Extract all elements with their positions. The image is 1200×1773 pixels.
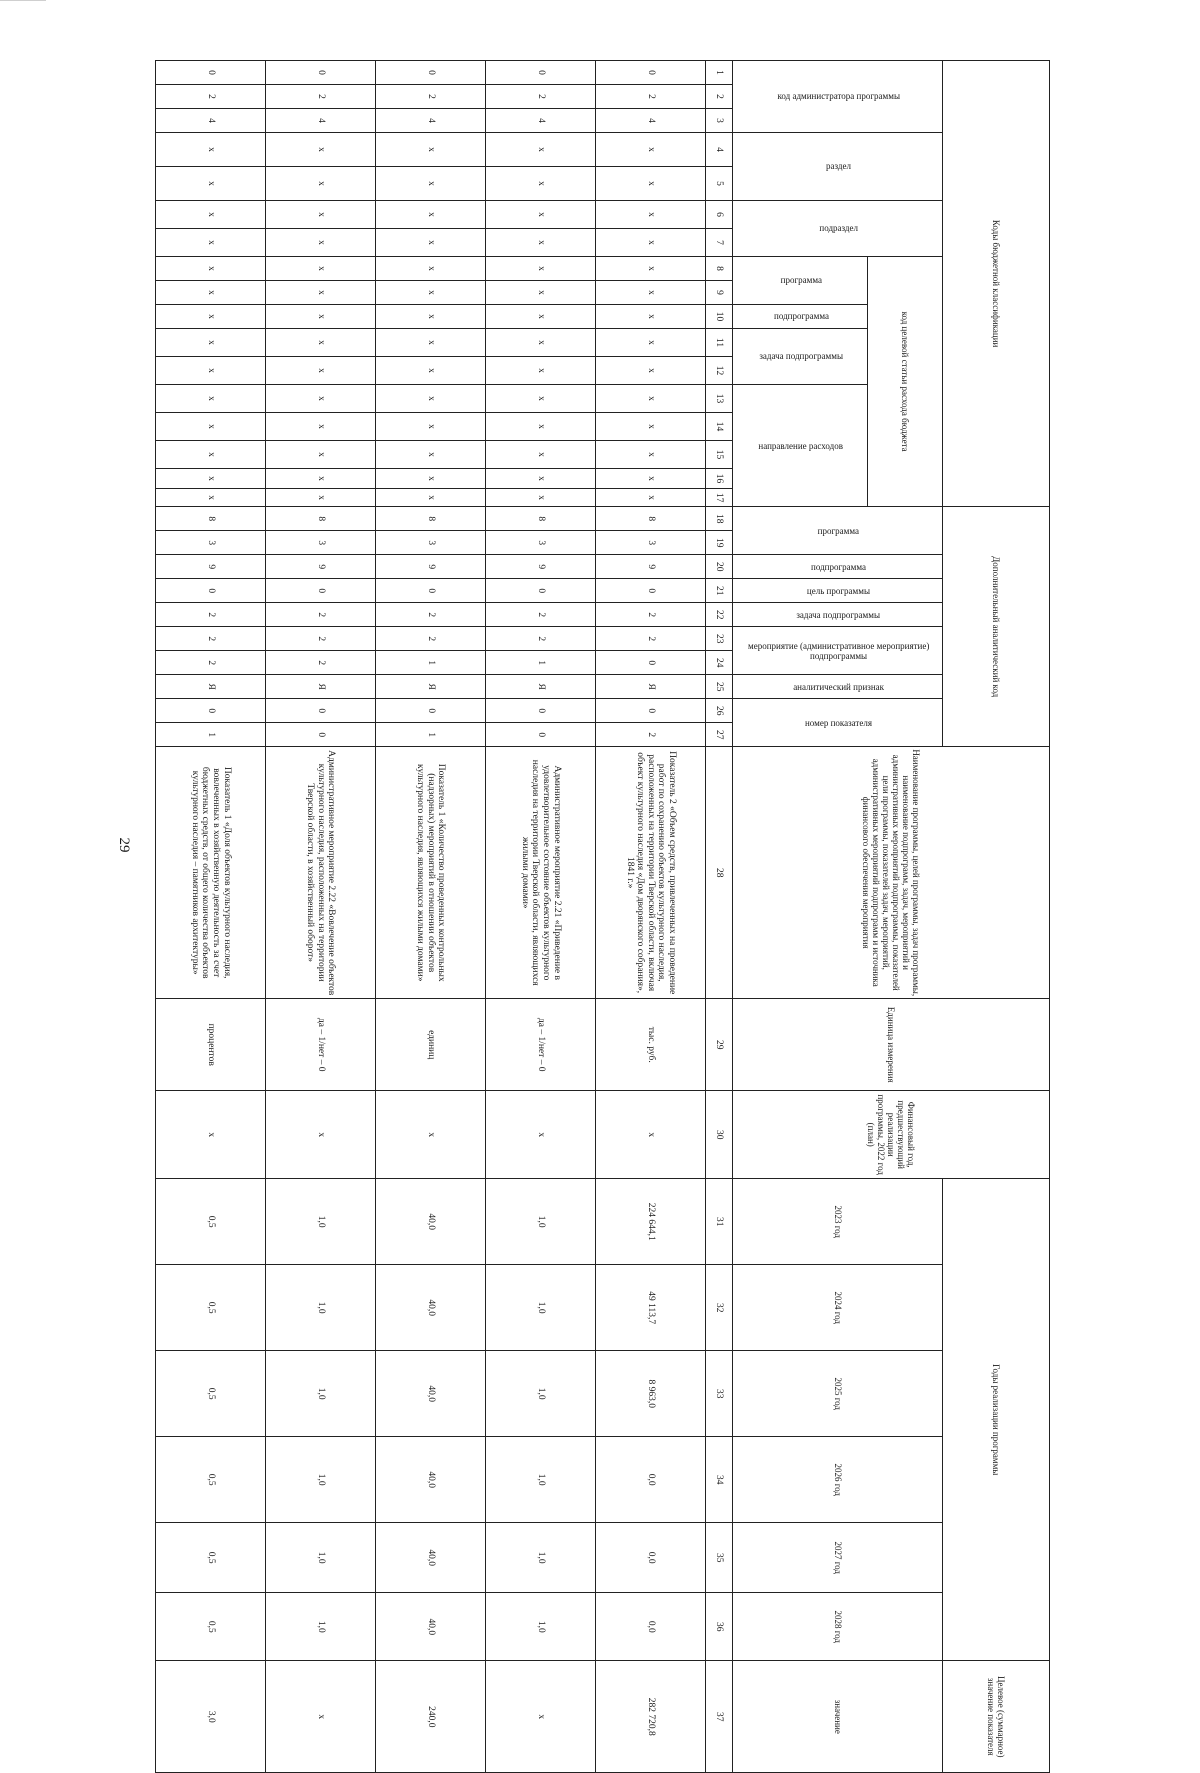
column-number: 8: [706, 257, 733, 281]
code-cell: 2: [486, 603, 596, 627]
year-value-cell: 1,0: [266, 1523, 376, 1593]
code-cell: Я: [156, 675, 266, 699]
year-value-cell: 40,0: [376, 1523, 486, 1593]
target-value-cell: 3,0: [156, 1661, 266, 1773]
column-number-row: [706, 61, 733, 1773]
target-value-cell: x: [266, 1661, 376, 1773]
code-cell: x: [376, 357, 486, 385]
code-cell: x: [156, 357, 266, 385]
code-cell: x: [376, 257, 486, 281]
add-subprogram-header: подпрограмма: [733, 555, 943, 579]
code-cell: 2: [486, 85, 596, 109]
code-cell: 3: [156, 531, 266, 555]
target-value-cell: x: [486, 1661, 596, 1773]
code-cell: 9: [266, 555, 376, 579]
year-value-cell: 1,0: [486, 1179, 596, 1265]
admin-code-header: код администратора программы: [733, 61, 943, 133]
analytic-sign-header: аналитический признак: [733, 675, 943, 699]
code-cell: 8: [376, 507, 486, 531]
year-value-cell: 40,0: [376, 1179, 486, 1265]
rotated-table-container: [50, 60, 1050, 1758]
code-cell: 0: [486, 61, 596, 85]
year-value-cell: 224 644,1: [596, 1179, 706, 1265]
column-number: 19: [706, 531, 733, 555]
column-number: 36: [706, 1593, 733, 1661]
unit-column-header: Единица измерения: [733, 999, 1050, 1091]
subsection-header: подраздел: [733, 201, 943, 257]
code-cell: x: [486, 305, 596, 329]
code-cell: 8: [156, 507, 266, 531]
fin-year-column-header: Финансовый год, предшествующий реализации программы, 2022 год (план): [733, 1091, 1050, 1179]
column-number: 37: [706, 1661, 733, 1773]
code-cell: x: [156, 305, 266, 329]
year-2023-header: 2023 год: [733, 1179, 943, 1265]
column-number: 20: [706, 555, 733, 579]
budget-codes-header: Коды бюджетной классификации: [943, 61, 1050, 507]
code-cell: x: [376, 201, 486, 229]
row-description: Административное мероприятие 2.22 «Вовлечение объектов культурного наследия, расположенных на территории Тверской области, в хозяйственный оборот»: [266, 747, 376, 999]
column-number: 15: [706, 441, 733, 469]
code-cell: x: [156, 257, 266, 281]
code-cell: x: [266, 441, 376, 469]
code-cell: x: [156, 201, 266, 229]
code-cell: Я: [596, 675, 706, 699]
expense-direction-header: направление расходов: [733, 385, 868, 507]
code-cell: x: [486, 281, 596, 305]
year-value-cell: 8 963,0: [596, 1351, 706, 1437]
code-cell: x: [376, 133, 486, 167]
code-cell: 0: [266, 723, 376, 747]
column-number: 32: [706, 1265, 733, 1351]
year-value-cell: 0,5: [156, 1179, 266, 1265]
table-row: [156, 61, 266, 1773]
year-value-cell: 1,0: [266, 1437, 376, 1523]
table-row: [596, 61, 706, 1773]
add-subprogram-task-header: задача подпрограммы: [733, 603, 943, 627]
year-value-cell: 0,5: [156, 1265, 266, 1351]
code-cell: x: [156, 167, 266, 201]
code-cell: x: [376, 329, 486, 357]
section-header: раздел: [733, 133, 943, 201]
column-number: 23: [706, 627, 733, 651]
code-cell: 2: [486, 627, 596, 651]
table-row: [376, 61, 486, 1773]
year-value-cell: 0,5: [156, 1351, 266, 1437]
code-cell: x: [596, 281, 706, 305]
year-2025-header: 2025 год: [733, 1351, 943, 1437]
code-cell: x: [486, 257, 596, 281]
code-cell: 4: [156, 109, 266, 133]
target-value-cell: 282 720,8: [596, 1661, 706, 1773]
column-number: 6: [706, 201, 733, 229]
code-cell: 3: [266, 531, 376, 555]
code-cell: x: [486, 201, 596, 229]
code-cell: 0: [156, 699, 266, 723]
code-cell: 9: [376, 555, 486, 579]
subprogram-tasks-header: задача подпрограммы: [733, 329, 868, 385]
year-value-cell: 49 113,7: [596, 1265, 706, 1351]
code-cell: x: [486, 133, 596, 167]
code-cell: x: [596, 441, 706, 469]
target-code-header: код целевой статьи расхода бюджета: [868, 257, 943, 507]
code-cell: Я: [376, 675, 486, 699]
code-cell: 1: [486, 651, 596, 675]
year-value-cell: 1,0: [486, 1351, 596, 1437]
subprogram-code-header: подпрограмма: [733, 305, 868, 329]
header-row-1: [943, 61, 1050, 1773]
code-cell: x: [596, 229, 706, 257]
code-cell: 4: [266, 109, 376, 133]
code-cell: 0: [596, 579, 706, 603]
code-cell: 2: [596, 85, 706, 109]
code-cell: 0: [266, 699, 376, 723]
code-cell: 4: [376, 109, 486, 133]
code-cell: 8: [596, 507, 706, 531]
code-cell: x: [486, 229, 596, 257]
code-cell: 4: [486, 109, 596, 133]
code-cell: x: [266, 229, 376, 257]
target-value-cell: 240,0: [376, 1661, 486, 1773]
code-cell: 1: [156, 723, 266, 747]
column-number: 2: [706, 85, 733, 109]
code-cell: x: [266, 413, 376, 441]
code-cell: 4: [596, 109, 706, 133]
row-description: Административное мероприятие 2.21 «Приведение в удовлетворительное состояние объектов культурного наследия на территории Тверской области, являющихся жилыми домами»: [486, 747, 596, 999]
code-cell: 9: [596, 555, 706, 579]
code-cell: 2: [376, 85, 486, 109]
code-cell: 0: [266, 61, 376, 85]
row-description: Показатель 1 «Количество проведенных контрольных (надзорных) мероприятий в отношении объектов культурного наследия, являющихся жилыми домами»: [376, 747, 486, 999]
table-row: [266, 61, 376, 1773]
code-cell: x: [156, 329, 266, 357]
code-cell: x: [156, 489, 266, 507]
code-cell: x: [266, 469, 376, 489]
row-description: Показатель 2 «Объем средств, привлеченных на проведение работ по сохранению объектов культурного наследия, расположенных на территории Тверской области, включая объект культурного наследия «Дом дворянского собрания», 1841 г.»: [596, 747, 706, 999]
code-cell: 0: [486, 699, 596, 723]
code-cell: 0: [156, 61, 266, 85]
column-number: 12: [706, 357, 733, 385]
year-value-cell: 0,0: [596, 1593, 706, 1661]
code-cell: x: [596, 257, 706, 281]
code-cell: x: [486, 469, 596, 489]
code-cell: x: [486, 329, 596, 357]
code-cell: x: [266, 305, 376, 329]
add-program-header: программа: [733, 507, 943, 555]
code-cell: 0: [266, 579, 376, 603]
fin-year-cell: x: [486, 1091, 596, 1179]
code-cell: 2: [266, 85, 376, 109]
column-number: 13: [706, 385, 733, 413]
column-number: 35: [706, 1523, 733, 1593]
code-cell: 0: [486, 723, 596, 747]
year-value-cell: 40,0: [376, 1351, 486, 1437]
column-number: 26: [706, 699, 733, 723]
code-cell: 2: [156, 627, 266, 651]
code-cell: x: [486, 413, 596, 441]
year-value-cell: 1,0: [266, 1265, 376, 1351]
code-cell: 2: [156, 85, 266, 109]
column-number: 16: [706, 469, 733, 489]
column-number: 18: [706, 507, 733, 531]
code-cell: 2: [376, 603, 486, 627]
year-value-cell: 0,5: [156, 1523, 266, 1593]
code-cell: 3: [376, 531, 486, 555]
code-cell: x: [376, 167, 486, 201]
year-value-cell: 40,0: [376, 1437, 486, 1523]
code-cell: Я: [486, 675, 596, 699]
year-value-cell: 1,0: [486, 1265, 596, 1351]
code-cell: 0: [376, 61, 486, 85]
year-value-cell: 0,5: [156, 1437, 266, 1523]
code-cell: 2: [266, 651, 376, 675]
code-cell: x: [486, 385, 596, 413]
year-value-cell: 1,0: [486, 1437, 596, 1523]
code-cell: Я: [266, 675, 376, 699]
code-cell: 2: [266, 627, 376, 651]
code-cell: x: [596, 469, 706, 489]
year-2027-header: 2027 год: [733, 1523, 943, 1593]
code-cell: x: [596, 385, 706, 413]
code-cell: x: [266, 133, 376, 167]
code-cell: 9: [156, 555, 266, 579]
code-cell: x: [156, 385, 266, 413]
program-code-header: программа: [733, 257, 868, 305]
code-cell: 0: [376, 579, 486, 603]
code-cell: 0: [376, 699, 486, 723]
year-value-cell: 40,0: [376, 1265, 486, 1351]
code-cell: x: [596, 413, 706, 441]
code-cell: x: [156, 229, 266, 257]
code-cell: x: [596, 357, 706, 385]
column-number: 28: [706, 747, 733, 999]
year-value-cell: 40,0: [376, 1593, 486, 1661]
code-cell: x: [596, 133, 706, 167]
unit-cell: да – 1/нет – 0: [486, 999, 596, 1091]
year-value-cell: 1,0: [486, 1593, 596, 1661]
row-description: Показатель 1 «Доля объектов культурного наследия, вовлеченных в хозяйственную деятельность за счет бюджетных средств, от общего количества объектов культурного наследия – памятников архитектуры»: [156, 747, 266, 999]
year-value-cell: 0,0: [596, 1437, 706, 1523]
year-value-cell: 0,0: [596, 1523, 706, 1593]
budget-indicators-table: [155, 60, 1050, 1773]
code-cell: 2: [266, 603, 376, 627]
code-cell: x: [266, 167, 376, 201]
additional-code-header: Дополнительный аналитический код: [943, 507, 1050, 747]
code-cell: x: [266, 281, 376, 305]
code-cell: x: [596, 305, 706, 329]
column-number: 5: [706, 167, 733, 201]
fin-year-cell: x: [376, 1091, 486, 1179]
year-value-cell: 1,0: [266, 1179, 376, 1265]
fin-year-cell: x: [156, 1091, 266, 1179]
fin-year-cell: x: [596, 1091, 706, 1179]
column-number: 27: [706, 723, 733, 747]
unit-cell: единиц: [376, 999, 486, 1091]
code-cell: 8: [266, 507, 376, 531]
code-cell: x: [596, 329, 706, 357]
code-cell: x: [266, 201, 376, 229]
column-number: 10: [706, 305, 733, 329]
code-cell: x: [376, 385, 486, 413]
column-number: 14: [706, 413, 733, 441]
page-number: 29: [116, 837, 132, 853]
code-cell: x: [486, 357, 596, 385]
column-number: 22: [706, 603, 733, 627]
year-2026-header: 2026 год: [733, 1437, 943, 1523]
code-cell: 9: [486, 555, 596, 579]
column-number: 1: [706, 61, 733, 85]
column-number: 25: [706, 675, 733, 699]
code-cell: 0: [596, 651, 706, 675]
code-cell: 2: [156, 603, 266, 627]
years-header: Годы реализации программы: [943, 1179, 1050, 1661]
code-cell: 1: [376, 723, 486, 747]
table-row: [486, 61, 596, 1773]
code-cell: 3: [596, 531, 706, 555]
code-cell: 2: [596, 627, 706, 651]
column-number: 33: [706, 1351, 733, 1437]
code-cell: x: [486, 167, 596, 201]
column-number: 30: [706, 1091, 733, 1179]
code-cell: x: [376, 441, 486, 469]
value-header: значение: [733, 1661, 943, 1773]
column-number: 4: [706, 133, 733, 167]
code-cell: x: [376, 489, 486, 507]
scan-edge-line: [0, 0, 46, 1]
code-cell: x: [596, 201, 706, 229]
code-cell: 0: [596, 699, 706, 723]
year-value-cell: 0,5: [156, 1593, 266, 1661]
column-number: 3: [706, 109, 733, 133]
code-cell: 2: [156, 651, 266, 675]
code-cell: 2: [596, 603, 706, 627]
code-cell: x: [266, 257, 376, 281]
add-program-goal-header: цель программы: [733, 579, 943, 603]
code-cell: 0: [596, 61, 706, 85]
column-number: 21: [706, 579, 733, 603]
code-cell: x: [376, 229, 486, 257]
code-cell: x: [156, 281, 266, 305]
code-cell: x: [376, 281, 486, 305]
year-2024-header: 2024 год: [733, 1265, 943, 1351]
code-cell: 0: [486, 579, 596, 603]
code-cell: x: [596, 167, 706, 201]
unit-cell: да – 1/нет – 0: [266, 999, 376, 1091]
code-cell: x: [596, 489, 706, 507]
year-value-cell: 1,0: [266, 1351, 376, 1437]
column-number: 34: [706, 1437, 733, 1523]
column-number: 9: [706, 281, 733, 305]
code-cell: x: [376, 469, 486, 489]
code-cell: 0: [156, 579, 266, 603]
name-column-header: Наименование программы, целей программы, задач программы, наименование подпрограмм, задач, мероприятий и административных мероприятий подпрограммы, показателей цели программы, показателей задач, мероприятий, административных мероприятий подпрограмм и источника финансового обеспечения мероприятия: [733, 747, 1050, 999]
code-cell: x: [156, 133, 266, 167]
column-number: 31: [706, 1179, 733, 1265]
code-cell: x: [266, 385, 376, 413]
code-cell: 8: [486, 507, 596, 531]
fin-year-cell: x: [266, 1091, 376, 1179]
column-number: 11: [706, 329, 733, 357]
unit-cell: тыс. руб.: [596, 999, 706, 1091]
code-cell: x: [156, 413, 266, 441]
code-cell: 2: [376, 627, 486, 651]
column-number: 7: [706, 229, 733, 257]
year-2028-header: 2028 год: [733, 1593, 943, 1661]
code-cell: 1: [376, 651, 486, 675]
code-cell: x: [376, 413, 486, 441]
column-number: 17: [706, 489, 733, 507]
code-cell: x: [376, 305, 486, 329]
code-cell: 2: [596, 723, 706, 747]
add-activity-header: мероприятие (административное мероприятие) подпрограммы: [733, 627, 943, 675]
code-cell: x: [266, 489, 376, 507]
code-cell: x: [486, 441, 596, 469]
code-cell: 3: [486, 531, 596, 555]
year-value-cell: 1,0: [486, 1523, 596, 1593]
code-cell: x: [486, 489, 596, 507]
year-value-cell: 1,0: [266, 1593, 376, 1661]
code-cell: x: [266, 329, 376, 357]
target-value-header: Целевое (суммарное) значение показателя: [943, 1661, 1050, 1773]
code-cell: x: [266, 357, 376, 385]
code-cell: x: [156, 469, 266, 489]
unit-cell: процентов: [156, 999, 266, 1091]
column-number: 29: [706, 999, 733, 1091]
column-number: 24: [706, 651, 733, 675]
indicator-number-header: номер показателя: [733, 699, 943, 747]
code-cell: x: [156, 441, 266, 469]
